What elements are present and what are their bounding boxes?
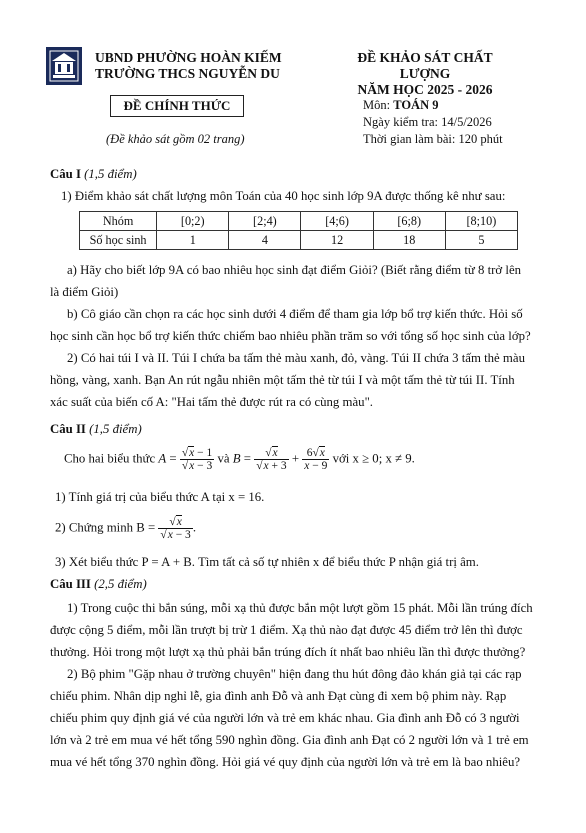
q1-heading: Câu I (1,5 điểm): [50, 167, 137, 181]
score-table: [79, 211, 518, 250]
exam-date: Ngày kiểm tra: 14/5/2026: [363, 115, 492, 129]
table-header-group: Nhóm: [80, 212, 157, 231]
table-cell: [2;4): [229, 212, 301, 231]
subject-line: Môn: TOÁN 9: [363, 98, 439, 112]
table-cell: 4: [229, 231, 301, 250]
q2-part-3: 3) Xét biểu thức P = A + B. Tìm tất cả số tự nhiên x để biểu thức P nhận giá trị âm.: [55, 555, 479, 569]
exam-duration: Thời gian làm bài: 120 phút: [363, 132, 503, 146]
fraction-proof: $\frac{√x}{√x - 3}$: [160, 516, 191, 541]
table-row: [80, 231, 518, 250]
header-right: [332, 50, 518, 98]
table-cell: 18: [373, 231, 445, 250]
table-cell: [0;2): [157, 212, 229, 231]
fraction-a: $\frac{√x - 1}{√x - 3}$: [181, 447, 213, 472]
pages-note: (Đề khảo sát gồm 02 trang): [106, 132, 245, 146]
exam-title: ĐỀ KHẢO SÁT CHẤT LƯỢNG: [357, 50, 493, 81]
table-cell: [8;10): [445, 212, 517, 231]
table-cell: 5: [445, 231, 517, 250]
school-year: NĂM HỌC 2025 - 2026: [357, 82, 493, 97]
table-header-count: Số học sinh: [80, 231, 157, 250]
q2-heading: Câu II (1,5 điểm): [50, 422, 142, 436]
table-cell: [4;6): [301, 212, 373, 231]
table-cell: [6;8): [373, 212, 445, 231]
q2-part-1: 1) Tính giá trị của biểu thức A tại x = 16.: [55, 490, 265, 504]
district-name: UBND PHƯỜNG HOÀN KIẾM: [95, 50, 282, 65]
fraction-b2: $\frac{6√x}{x - 9}$: [304, 447, 328, 472]
table-cell: 1: [157, 231, 229, 250]
fraction-b1: $\frac{√x}{√x + 3}$: [256, 447, 287, 472]
q1-intro: 1) Điểm khảo sát chất lượng môn Toán của 40 học sinh lớp 9A được thống kê như sau:: [61, 189, 506, 203]
q1-part-a: a) Hãy cho biết lớp 9A có bao nhiêu học sinh đạt điểm Giỏi? (Biết rằng điểm từ 8 trở lên là điểm Giỏi) b) Cô giáo cần chọn ra các học sinh dưới 4 điểm để tham gia lớp bổ trợ kiến thức. Hỏi số học sinh cần học bổ trợ kiến thức chiếm bao nhiêu phần trăm so với tổng số học sinh của lớp? 2) Có hai túi I và II. Túi I chứa ba tấm thẻ màu xanh, đỏ, vàng. Túi II chứa 3 tấm thẻ màu hồng, vàng, xanh. Bạn An rút ngẫu nhiên một tấm thẻ từ túi I và một tấm thẻ từ túi II. Tính xác suất của biến cố A: "Hai tấm thẻ được rút ra có cùng màu".: [50, 263, 531, 409]
exam-info: [363, 97, 503, 148]
subject-value: TOÁN 9: [393, 98, 439, 112]
q3-heading: Câu III (2,5 điểm): [50, 577, 147, 591]
school-name: TRƯỜNG THCS NGUYỄN DU: [95, 66, 280, 81]
q2-expressions: Cho hai biểu thức A = $\frac{√x - 1}{√x - 3}$ và B = $\frac{√x}{√x + 3}$ + $\frac{6√x}{x - 9}$ với x ≥ 0; x ≠ 9.: [64, 447, 415, 472]
q2-part-2: 2) Chứng minh B = $\frac{√x}{√x - 3}$ .: [55, 516, 197, 541]
official-label: ĐỀ CHÍNH THỨC: [110, 95, 244, 117]
table-cell: 12: [301, 231, 373, 250]
table-row: [80, 212, 518, 231]
header-left: [95, 50, 282, 82]
school-logo-icon: [45, 46, 83, 86]
q3-body: 1) Trong cuộc thi bắn súng, mỗi xạ thủ được bắn một lượt gồm 15 phát. Mỗi lần trúng đích được cộng 5 điểm, mỗi lần trượt bị trừ 1 điểm. Xạ thủ nào đạt được 45 điểm trở lên thì được thưởng. Hỏi trong một lượt xạ thủ phải bắn trúng đích ít nhất bao nhiêu lần thì được thưởng? 2) Bộ phim "Gặp nhau ở trường chuyên" hiện đang thu hút đông đảo khán giả tại các rạp chiếu phim. Nhân dịp nghỉ lễ, gia đình anh Đỗ và anh Đạt cùng đi xem bộ phim này. Rạp chiếu phim quy định giá vé của người lớn và trẻ em khác nhau. Gia đình anh Đỗ có 3 người lớn và 2 trẻ em mua vé hết tổng 590 nghìn đồng. Gia đình anh Đạt có 2 người lớn và 1 trẻ em mua vé hết tổng 370 nghìn đồng. Hỏi giá vé quy định của người lớn và trẻ em là bao nhiêu?: [50, 601, 533, 769]
